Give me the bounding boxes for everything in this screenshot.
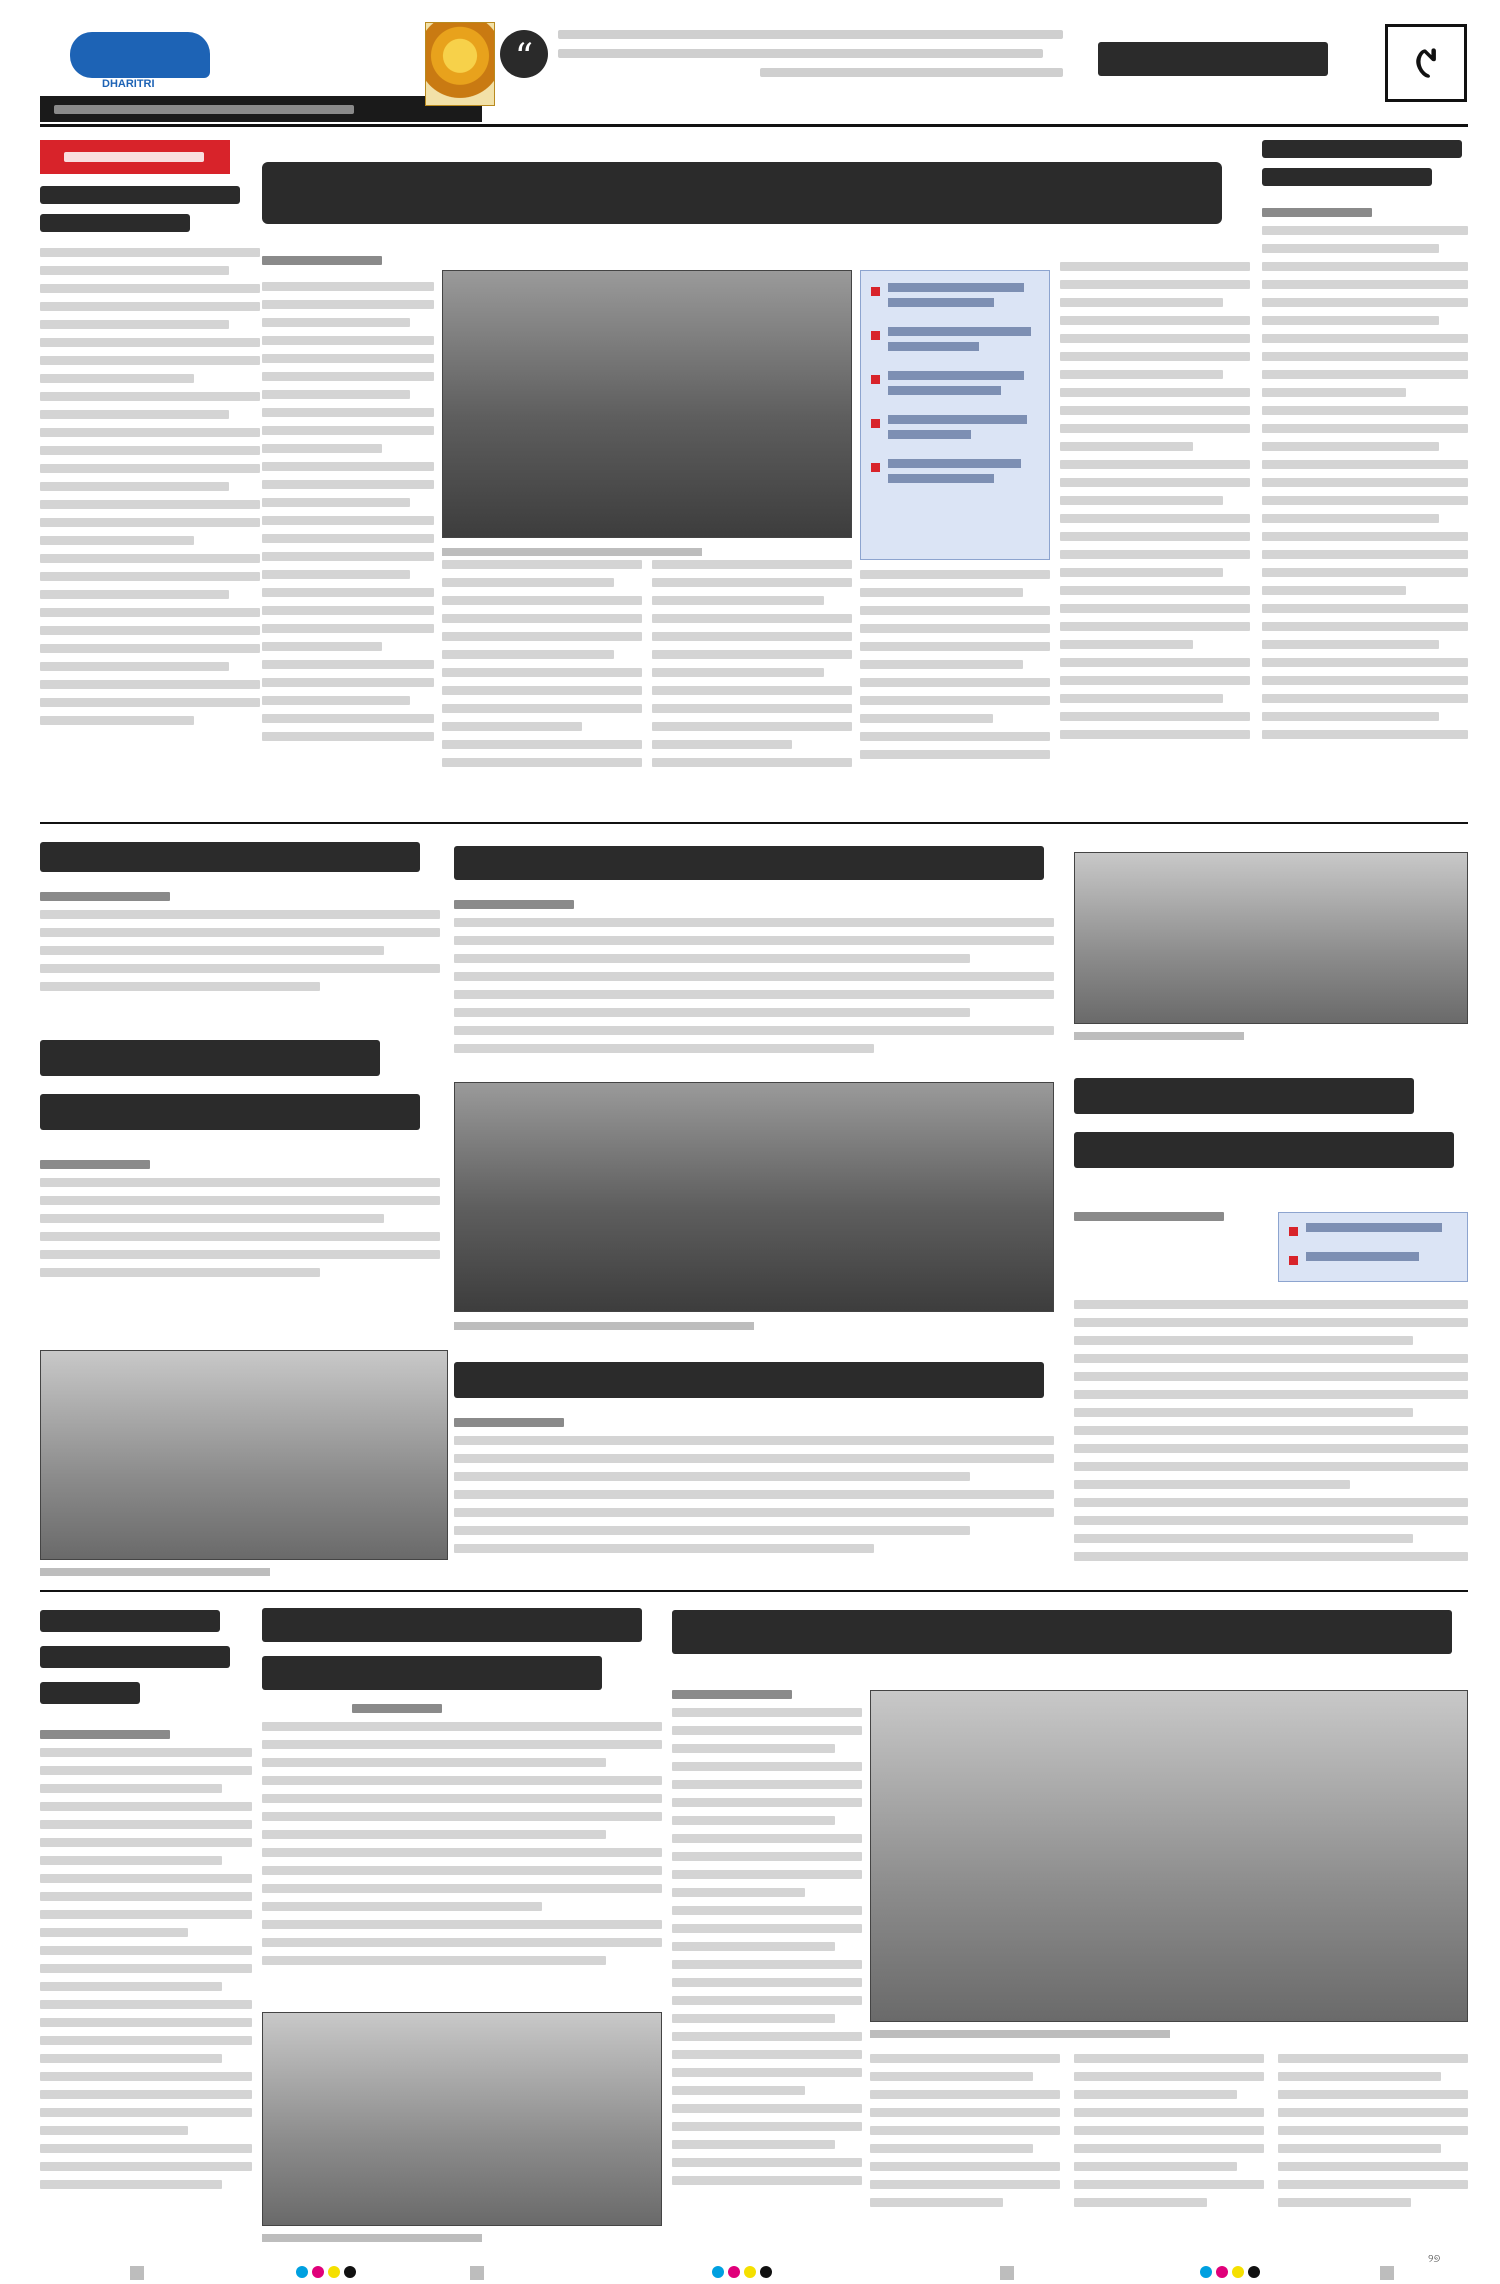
school-event-photo bbox=[870, 1690, 1468, 2022]
page-number: ୯ bbox=[1385, 24, 1467, 102]
bjp-members-photo bbox=[40, 1350, 448, 1560]
buddha-image bbox=[425, 22, 495, 106]
school-project-body bbox=[672, 1690, 862, 2250]
rathyatra-body bbox=[454, 1418, 1054, 1580]
lead-col-5 bbox=[1060, 262, 1250, 802]
liquor-headline bbox=[40, 842, 440, 872]
rathyatra-headline bbox=[454, 1362, 1054, 1398]
section-heading bbox=[1098, 34, 1348, 82]
registration-mark-3 bbox=[1000, 2266, 1014, 2280]
seed-sowing-caption bbox=[262, 2234, 482, 2242]
liquor-body bbox=[40, 892, 440, 1012]
elephant-body bbox=[1074, 1300, 1468, 1580]
bjp-target-headline bbox=[40, 1610, 250, 1704]
color-dot-black-3 bbox=[1248, 2266, 1260, 2278]
elephant-byline bbox=[1074, 1212, 1264, 1230]
brief-headline bbox=[40, 186, 260, 232]
row-divider-2 bbox=[40, 1590, 1468, 1592]
tree-planting-caption bbox=[454, 1322, 754, 1330]
seed-sowing-body bbox=[262, 1704, 662, 2004]
folio-number: ୨୭ bbox=[1428, 2252, 1441, 2265]
afforestation-headline bbox=[1262, 140, 1468, 186]
road-photo-caption bbox=[442, 548, 702, 556]
color-dot-cyan-3 bbox=[1200, 2266, 1212, 2278]
school-project-body-2 bbox=[870, 2054, 1060, 2250]
logo-wordmark bbox=[70, 32, 210, 78]
color-dot-cyan-2 bbox=[712, 2266, 724, 2278]
lead-col-4 bbox=[860, 570, 1050, 800]
vanamahotsav-headline bbox=[454, 846, 1054, 880]
elephant-headline bbox=[1074, 1078, 1468, 1168]
quote-text bbox=[558, 30, 1063, 87]
registration-mark-4 bbox=[1380, 2266, 1394, 2280]
color-dot-magenta bbox=[312, 2266, 324, 2278]
color-dot-magenta-2 bbox=[728, 2266, 740, 2278]
elephant-damage-photo bbox=[1074, 852, 1468, 1024]
seed-sowing-headline bbox=[262, 1608, 662, 1690]
color-dot-yellow bbox=[328, 2266, 340, 2278]
lead-col-2 bbox=[442, 560, 642, 800]
color-dot-yellow-3 bbox=[1232, 2266, 1244, 2278]
school-event-caption bbox=[870, 2030, 1170, 2038]
logo-subtitle: DHARITRI bbox=[102, 78, 155, 90]
tree-planting-photo bbox=[454, 1082, 1054, 1312]
seed-sowing-photo bbox=[262, 2012, 662, 2226]
registration-mark-2 bbox=[470, 2266, 484, 2280]
elephant-highlights-box bbox=[1278, 1212, 1468, 1282]
registration-mark bbox=[130, 2266, 144, 2280]
lead-headline bbox=[262, 150, 1247, 240]
bjp-membership-headline bbox=[40, 1040, 440, 1130]
color-dot-cyan bbox=[296, 2266, 308, 2278]
brief-body bbox=[40, 248, 260, 808]
vanamahotsav-body bbox=[454, 900, 1054, 1070]
lead-col-3 bbox=[652, 560, 852, 800]
briefs-tag bbox=[40, 140, 230, 174]
masthead-rule bbox=[40, 124, 1468, 127]
lead-col-1 bbox=[262, 282, 434, 802]
dateline-bar bbox=[40, 96, 482, 122]
color-dot-black bbox=[344, 2266, 356, 2278]
bjp-target-body bbox=[40, 1730, 252, 2250]
road-photo bbox=[442, 270, 852, 538]
highlights-box bbox=[860, 270, 1050, 560]
bjp-membership-body bbox=[40, 1160, 440, 1310]
color-dot-yellow-2 bbox=[744, 2266, 756, 2278]
color-dot-black-2 bbox=[760, 2266, 772, 2278]
afforestation-body bbox=[1262, 208, 1468, 806]
bjp-photo-caption bbox=[40, 1568, 270, 1576]
lead-byline bbox=[262, 256, 412, 274]
school-project-headline bbox=[672, 1610, 1468, 1654]
school-project-body-4 bbox=[1278, 2054, 1468, 2250]
color-dot-magenta-3 bbox=[1216, 2266, 1228, 2278]
school-project-body-3 bbox=[1074, 2054, 1264, 2250]
row-divider-1 bbox=[40, 822, 1468, 824]
quote-icon: “ bbox=[500, 30, 548, 78]
elephant-photo-caption bbox=[1074, 1032, 1244, 1040]
